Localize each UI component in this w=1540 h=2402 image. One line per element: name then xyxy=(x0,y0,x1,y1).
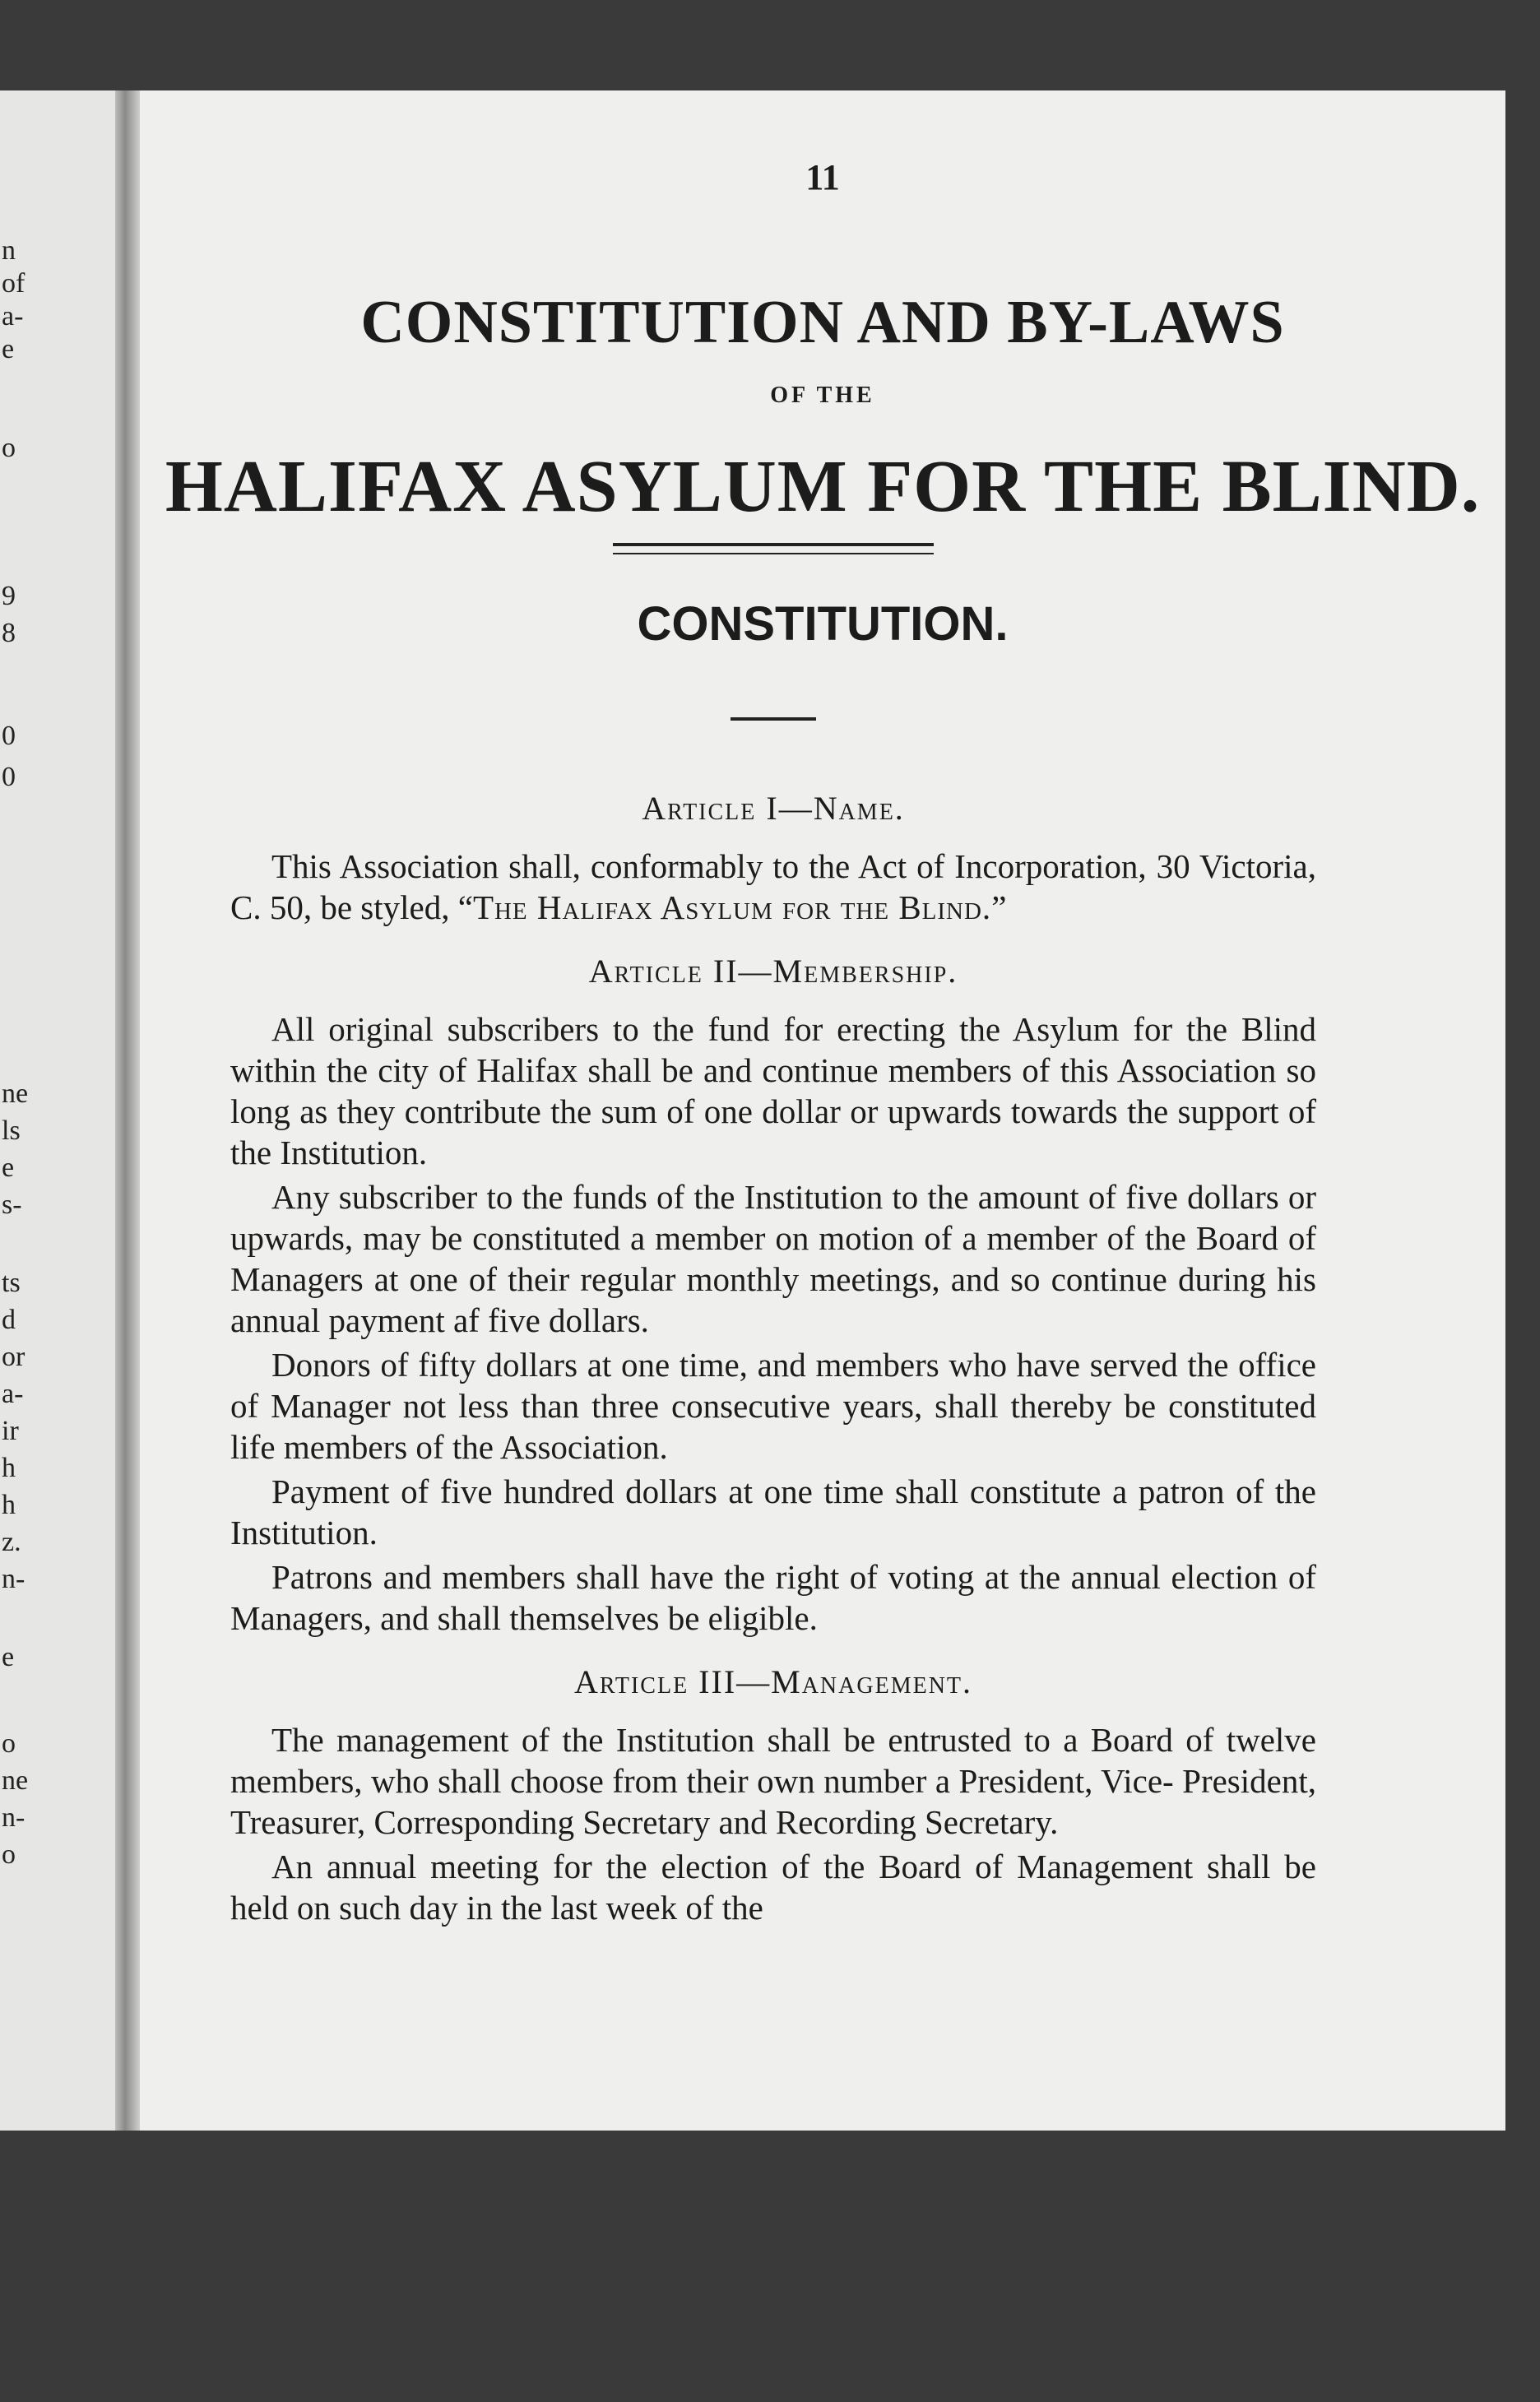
page-number: 11 xyxy=(805,157,840,197)
facing-page-fragment: ne xyxy=(2,1765,29,1796)
facing-page-fragment: e xyxy=(2,1152,15,1183)
facing-page-fragment: n xyxy=(2,235,16,266)
association-name: The Halifax Asylum for the Blind. xyxy=(472,888,992,926)
document-body xyxy=(230,765,1316,1931)
article-heading: Article I—Name. xyxy=(642,790,905,827)
facing-page-fragment: 9 xyxy=(2,581,16,611)
facing-page-fragment: a- xyxy=(2,301,24,332)
facing-page-fragment: n- xyxy=(2,1802,26,1833)
facing-page-fragment: h xyxy=(2,1453,16,1483)
facing-page-fragment: ne xyxy=(2,1078,29,1109)
facing-page-fragment: 8 xyxy=(2,618,16,648)
facing-page-fragment: o xyxy=(2,1728,16,1759)
facing-page-fragment: o xyxy=(2,1839,16,1870)
article-heading: Article III—Management. xyxy=(573,1663,973,1700)
facing-page-edge xyxy=(0,90,123,2131)
double-rule-divider xyxy=(613,543,934,554)
section-heading: CONSTITUTION. xyxy=(637,597,1009,651)
facing-page-fragment: z. xyxy=(2,1527,21,1557)
facing-page-fragment: 0 xyxy=(2,762,16,792)
paragraph: Donors of fifty dollars at one time, and members who have served the office of Manager not less than three consecutive years, shall thereby be constituted life members of the Association. xyxy=(230,1346,1316,1466)
paragraph-text: This Association shall, conformably to the Act of Incorporation, 30 Victoria, C. 50, be styled, “ xyxy=(230,847,1316,926)
facing-page-fragment: n- xyxy=(2,1564,26,1594)
paragraph: An annual meeting for the election of the Board of Management shall be held on such day in the last week of the xyxy=(230,1848,1316,1927)
facing-page-fragment: d xyxy=(2,1305,16,1335)
paragraph: The management of the Institution shall be entrusted to a Board of twelve members, who shall choose from their own number a President, Vice- President, Treasurer, Corresponding Secretary and Recording Secretary. xyxy=(230,1721,1316,1841)
title-connector: OF THE xyxy=(770,383,875,408)
facing-page-fragment: o xyxy=(2,433,16,463)
facing-page-fragment: ir xyxy=(2,1416,19,1446)
paragraph: Payment of five hundred dollars at one time shall constitute a patron of the Institution. xyxy=(230,1472,1316,1551)
facing-page-fragment: h xyxy=(2,1490,16,1520)
document-page xyxy=(140,90,1505,2131)
facing-page-fragment: or xyxy=(2,1342,26,1372)
facing-page-fragment: s- xyxy=(2,1189,22,1220)
facing-page-fragment: ls xyxy=(2,1115,21,1146)
paragraph xyxy=(230,846,1316,928)
facing-page-fragment: e xyxy=(2,334,15,364)
facing-page-fragment: 0 xyxy=(2,721,16,751)
paragraph: Any subscriber to the funds of the Institution to the amount of five dollars or upwards, may be constituted a member on motion of a member of the Board of Managers at one of their regular monthly meetings, and so continue during his annual payment af five dollars. xyxy=(230,1178,1316,1339)
facing-page-fragment: of xyxy=(2,268,26,299)
short-rule-divider xyxy=(731,717,816,721)
facing-page-fragment: e xyxy=(2,1642,15,1672)
article-heading: Article II—Membership. xyxy=(588,953,958,990)
book-gutter xyxy=(115,90,140,2131)
closing-quote: ” xyxy=(991,888,1007,926)
facing-page-fragment: ts xyxy=(2,1268,21,1298)
document-title: CONSTITUTION AND BY-LAWS xyxy=(360,289,1285,356)
facing-page-fragment: a- xyxy=(2,1379,24,1409)
paragraph: All original subscribers to the fund for erecting the Asylum for the Blind within the city of Halifax shall be and continue members of this Association so long as they contribute the sum of one dollar or upwards towards the support of the Institution. xyxy=(230,1010,1316,1171)
paragraph: Patrons and members shall have the right of voting at the annual election of Managers, and shall themselves be eligible. xyxy=(230,1558,1316,1637)
institution-title: HALIFAX ASYLUM FOR THE BLIND. xyxy=(165,446,1481,527)
